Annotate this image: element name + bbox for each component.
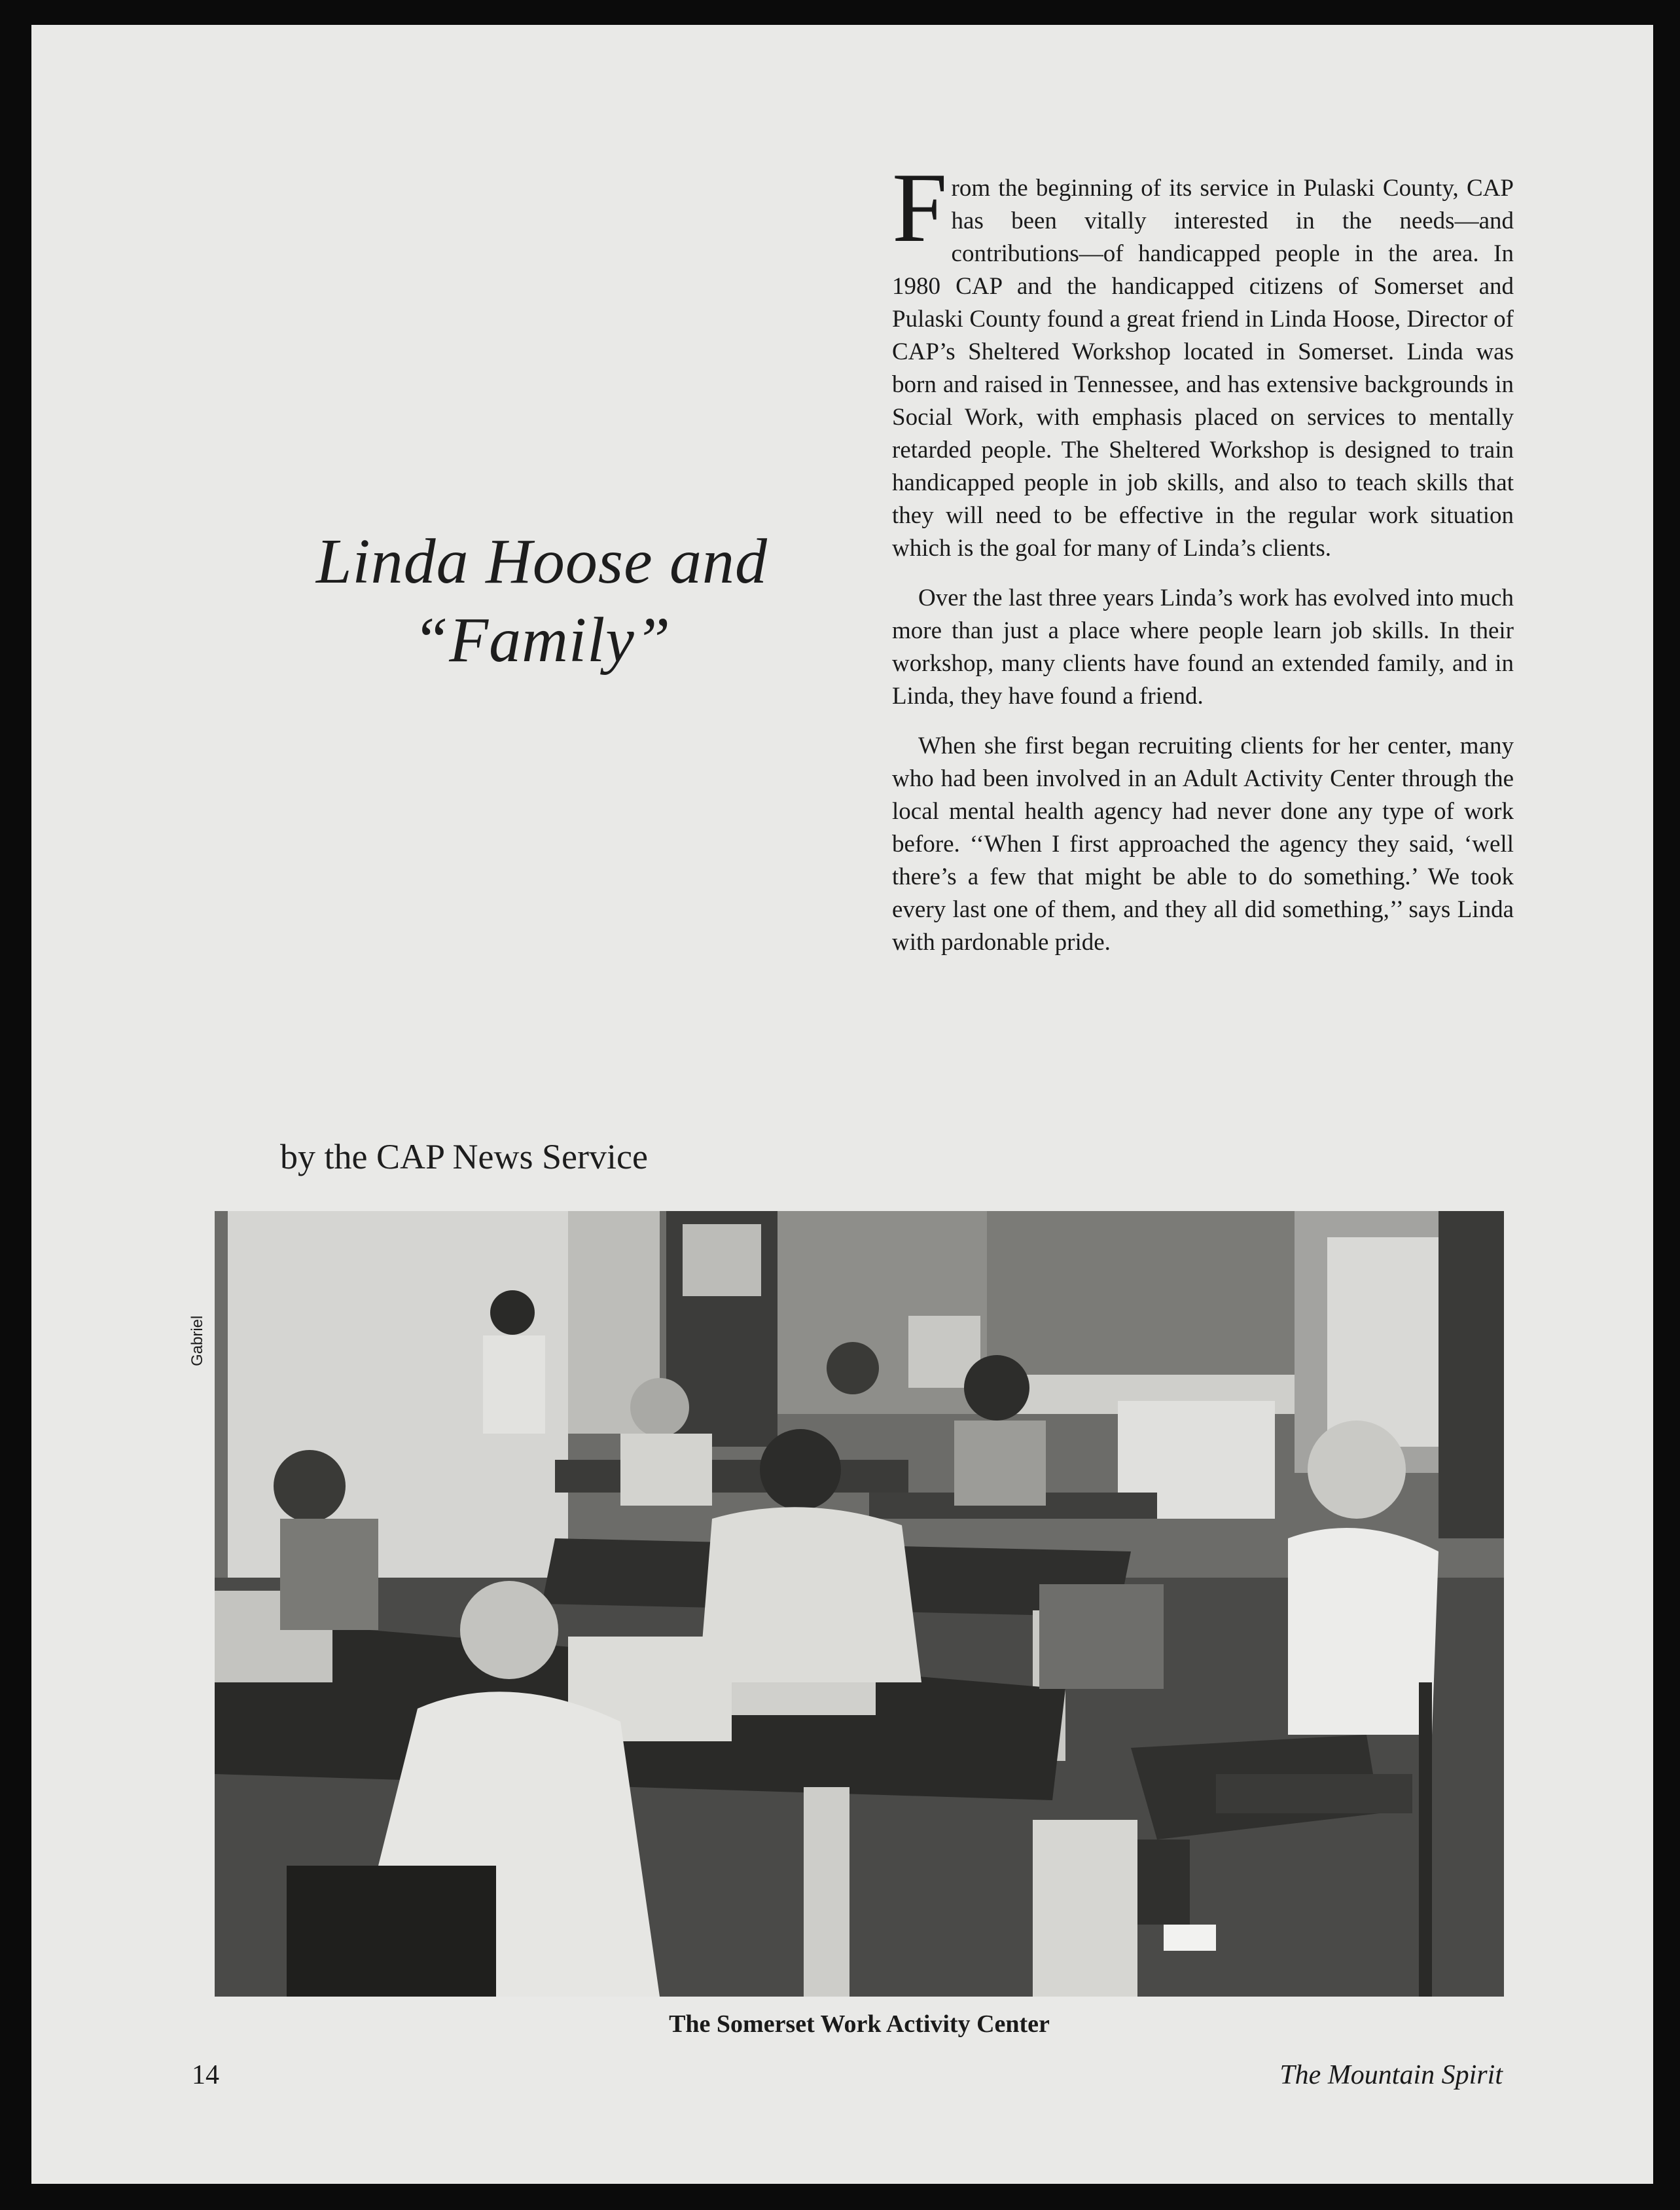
publication-title: The Mountain Spirit (1279, 2060, 1503, 2090)
photo-caption: The Somerset Work Activity Center (669, 2010, 1050, 2038)
workshop-photo (215, 1211, 1504, 1997)
workshop-photo-illustration (215, 1211, 1504, 1997)
magazine-page (31, 25, 1653, 2184)
paragraph-1-text: rom the beginning of its service in Pulaski County, CAP has been vitally interested in the needs—and contributions—of handicapped people in the area. In 1980 CAP and the handicapped citizens of Somerset and Pulaski County found a great friend in Linda Hoose, Director of CAP’s Sheltered Workshop located in Somerset. Linda was born and raised in Tennessee, and has extensive backgrounds in Social Work, with emphasis placed on services to mentally retarded people. The Sheltered Workshop is designed to train handicapped people in job skills, and also to teach skills that they will need to be effective in the regular work situation which is the goal for many of Linda’s clients. (892, 175, 1514, 562)
article-body (892, 153, 1514, 976)
paragraph-2: Over the last three years Linda’s work has evolved into much more than just a place where people learn job skills. In their workshop, many clients have found an extended family, and in Linda, they have found a friend. (892, 585, 1514, 710)
paragraph-3: When she first began recruiting clients for her center, many who had been involved in an Adult Activity Center through the local mental health agency had never done any type of work before. ‘‘When I first approached the agency they said, ‘well there’s a few that might be able to do something.’ We took every last one of them, and they all did something,’’ says Linda with pardonable pride. (892, 733, 1514, 956)
page-number: 14 (192, 2060, 219, 2090)
title-line-2: “Family” (412, 605, 671, 676)
title-line-1: Linda Hoose and (315, 526, 768, 597)
byline: by the CAP News Service (280, 1137, 648, 1176)
photo-credit: Gabriel (188, 1315, 206, 1366)
article-title (247, 522, 836, 679)
paragraph-1 (892, 153, 1514, 565)
drop-cap: F (892, 153, 948, 263)
